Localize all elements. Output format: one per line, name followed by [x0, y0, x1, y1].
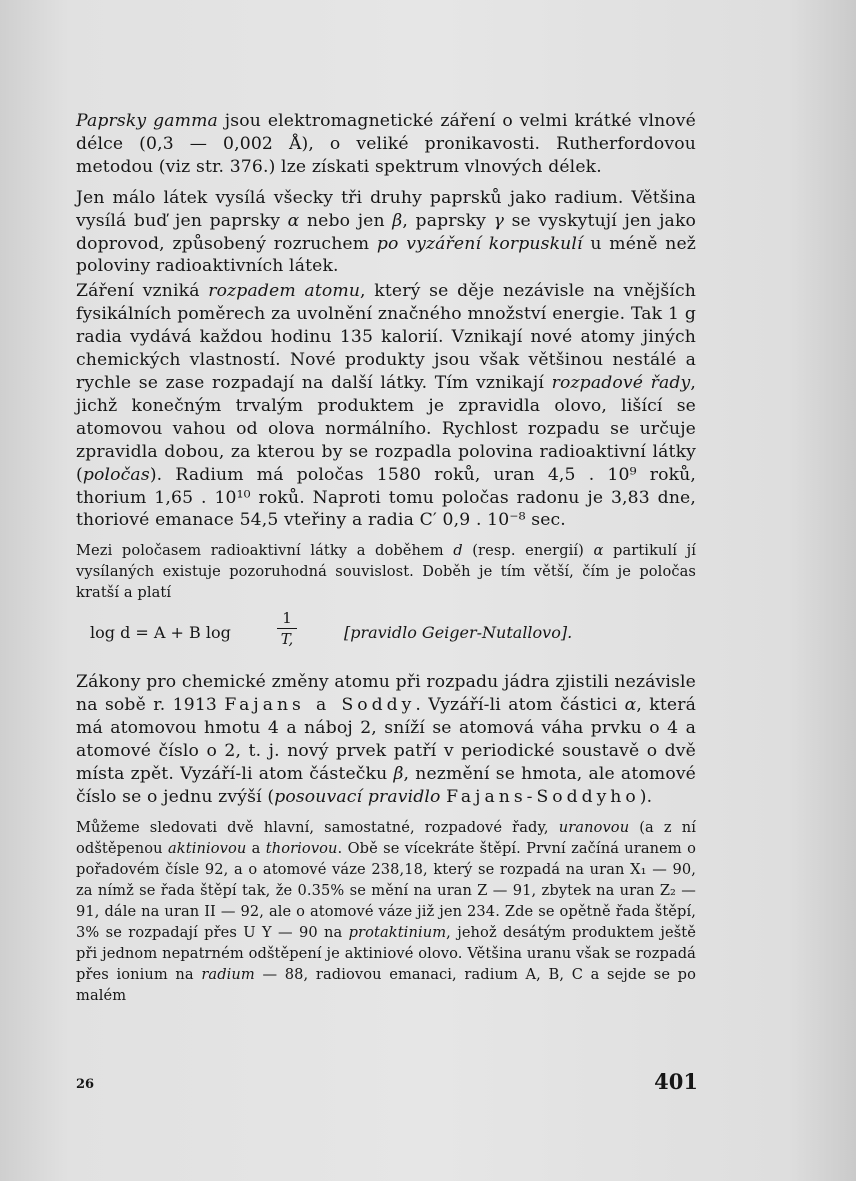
text-run: . Vyzáří-li atom částici [415, 695, 625, 716]
spaced-name: Fajans-Soddyho [446, 786, 640, 807]
italic-term: rozpadové řady [551, 372, 691, 393]
formula-geiger-nuttall [76, 607, 696, 663]
formula-numerator: 1 [282, 609, 292, 628]
text-run: . Obě se vícekráte štěpí. První začíná uranem o pořadovém čísle 92, a o atomové váze 238,18, který se rozpadá na uran X₁ — 90, za nímž se řada štěpí tak, že 0.35% se mění na uran Z — 91, zbytek na uran Z₂ — 91, dále na uran II — 92, ale o atomové váze již jen 234. Zde se opětně řada štěpí, 3% se rozpadají přes U Y — 90 na [76, 839, 697, 941]
formula-rule-name: [pravidlo Geiger-Nutallovo]. [344, 623, 573, 643]
italic-term: po vyzáření korpuskulí [376, 233, 583, 254]
paragraph-atomic-decay [76, 280, 696, 532]
text-run: Můžeme sledovati dvě hlavní, samostatné, rozpadové řady, [76, 818, 559, 836]
note-decay-series [76, 817, 696, 1006]
note-geiger-nuttall [76, 540, 696, 603]
italic-term: α [593, 542, 604, 560]
text-run: ). [639, 786, 653, 807]
formula-lhs: log d = A + B log [90, 623, 231, 643]
text-run: se vyskytují jen jako doprovod, způsobený rozruchem [76, 210, 697, 254]
text-run: Jen málo látek vysílá všecky tři druhy paprsků jako radium. Většina vysílá buď jen paprsky [76, 187, 696, 231]
text-column [76, 110, 696, 1006]
text-run: a [246, 839, 266, 857]
spaced-name: Fajans a Soddy [224, 695, 416, 716]
italic-term: β [392, 210, 403, 231]
italic-term: β [393, 763, 404, 784]
italic-term: posouvací pravidlo [274, 786, 441, 807]
italic-term: rozpadem atomu [208, 281, 361, 302]
italic-term: γ [493, 210, 505, 231]
text-run: , který se děje nezávisle na vnějších fysikálních poměrech za uvolnění značného množství energie. Tak 1 g radia vydává každou hodinu 135 kalorií. Vznikají nové atomy jiných chemických vlastností. Nové produkty jsou však většinou nestálé a rychle se zase rozpadají na další látky. Tím vznikají [76, 281, 696, 393]
italic-term: d [453, 542, 463, 560]
text-run: , která má atomovou hmotu 4 a náboj 2, sníží se atomová váha prvku o 4 a atomové číslo o 2, t. j. nový prvek patří v periodické soustavě o dvě místa zpět. Vyzáří-li atom částečku [76, 695, 696, 784]
text-run: ). Radium má poločas 1580 roků, uran 4,5 . 10⁹ roků, thorium 1,65 . 10¹⁰ roků. Naproti tomu poločas radonu je 3,83 dne, thoriové emanace 54,5 vteřiny a radia C′ 0,9 . 10⁻⁸ sec. [76, 464, 696, 531]
text-run: — 88, radiovou emanaci, radium A, B, C a sejde se po malém [76, 965, 696, 1004]
italic-term: thoriovou [265, 839, 338, 857]
text-run: , nezmění se hmota, ale atomové číslo se o jednu zvýší ( [76, 763, 697, 807]
italic-term: Paprsky gamma [76, 111, 218, 131]
fraction-bar [277, 628, 297, 629]
printer-signature-mark: 26 [76, 1077, 95, 1092]
italic-term: α [287, 210, 300, 231]
text-run: u méně než poloviny radioaktivních látek. [76, 233, 697, 277]
text-run: partikulí jí vysílaných existuje pozoruhodná souvislost. Doběh je tím větší, čím je poločas kratší a platí [76, 542, 696, 602]
text-run: Zákony pro chemické změny atomu při rozpadu jádra zjistili nezávisle na sobě r. 1913 [76, 672, 696, 716]
text-run: , jehož desátým produktem ještě při jednom nepatrném odštěpení je aktiniové olovo. Většina uranu však se rozpadá přes ionium na [76, 923, 696, 983]
italic-term: poločas [82, 464, 150, 485]
paragraph-gamma-rays [76, 110, 696, 179]
text-run: , jichž konečným trvalým produktem je zpravidla olovo, lišící se atomovou vahou od olova normálního. Rychlost rozpadu se určuje zpravidla dobou, za kterou by se rozpadla polovina radioaktivní látky ( [76, 372, 696, 485]
text-run: nebo jen [299, 210, 393, 231]
italic-term: protaktinium [348, 923, 447, 941]
text-run: (resp. energií) [462, 542, 594, 560]
italic-term: aktiniovou [167, 839, 247, 857]
text-run: Mezi poločasem radioaktivní látky a doběhem [76, 542, 454, 560]
paragraph-displacement-law [76, 671, 696, 808]
text-run: , paprsky [402, 210, 494, 231]
text-run: jsou elektromagnetické záření o velmi krátké vlnové délce (0,3 — 0,002 Å), o veliké pronikavosti. Rutherfordovou metodou (viz str. 376.) lze získati spektrum vlnových délek. [76, 111, 696, 177]
italic-term: α [624, 695, 637, 716]
text-run: (a z ní odštěpenou [76, 818, 696, 857]
formula-denominator: T, [280, 630, 294, 649]
text-run: Záření vzniká [76, 281, 209, 302]
formula-fraction [277, 609, 297, 648]
italic-term: radium [201, 965, 255, 983]
italic-term: uranovou [558, 818, 630, 836]
page-number: 401 [654, 1069, 698, 1094]
page-footer [76, 1069, 696, 1109]
paragraph-emitted-rays [76, 187, 696, 279]
